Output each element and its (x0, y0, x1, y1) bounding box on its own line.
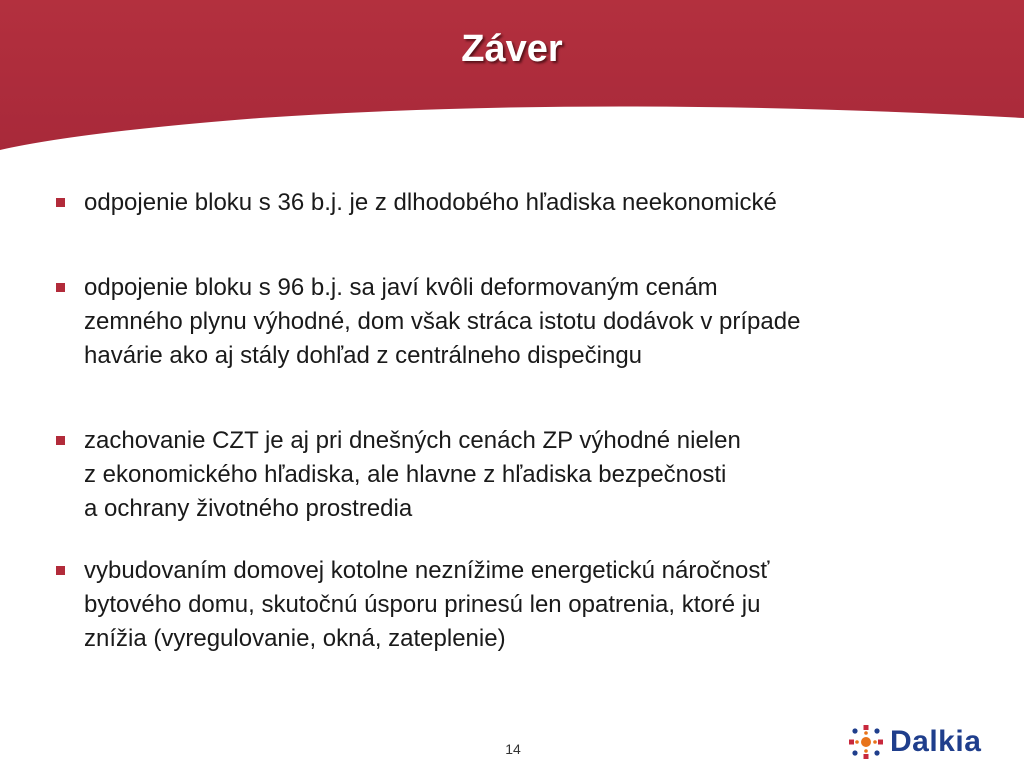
bullet-item (84, 424, 964, 526)
bullet-item (84, 271, 964, 373)
square-bullet-icon (56, 283, 65, 292)
bullet-item (84, 186, 964, 220)
square-bullet-icon (56, 566, 65, 575)
square-bullet-icon (56, 436, 65, 445)
bullet-item (84, 554, 964, 656)
bullet-text: vybudovaním domovej kotolne neznížime energetickú náročnosť bytového domu, skutočnú úsporu prinesú len opatrenia, ktoré ju znížia (vyregulovanie, okná, zateplenie) (84, 557, 770, 652)
dalkia-logo (846, 720, 1006, 764)
bullet-text: odpojenie bloku s 96 b.j. sa javí kvôli deformovaným cenám zemného plynu výhodné, dom však stráca istotu dodávok v prípade havárie ako aj stály dohľad z centrálneho dispečingu (84, 274, 801, 369)
page-number: 14 (505, 741, 521, 757)
logo-wordmark: Dalkia (890, 725, 982, 758)
square-bullet-icon (56, 198, 65, 207)
slide-title: Záver (461, 28, 563, 70)
dalkia-cross-logo-icon (846, 722, 886, 762)
bullet-text: odpojenie bloku s 36 b.j. je z dlhodobého hľadiska neekonomické (84, 189, 777, 216)
bullet-text: zachovanie CZT je aj pri dnešných cenách ZP výhodné nielen z ekonomického hľadiska, ale hlavne z hľadiska bezpečnosti a ochrany životného prostredia (84, 427, 741, 522)
